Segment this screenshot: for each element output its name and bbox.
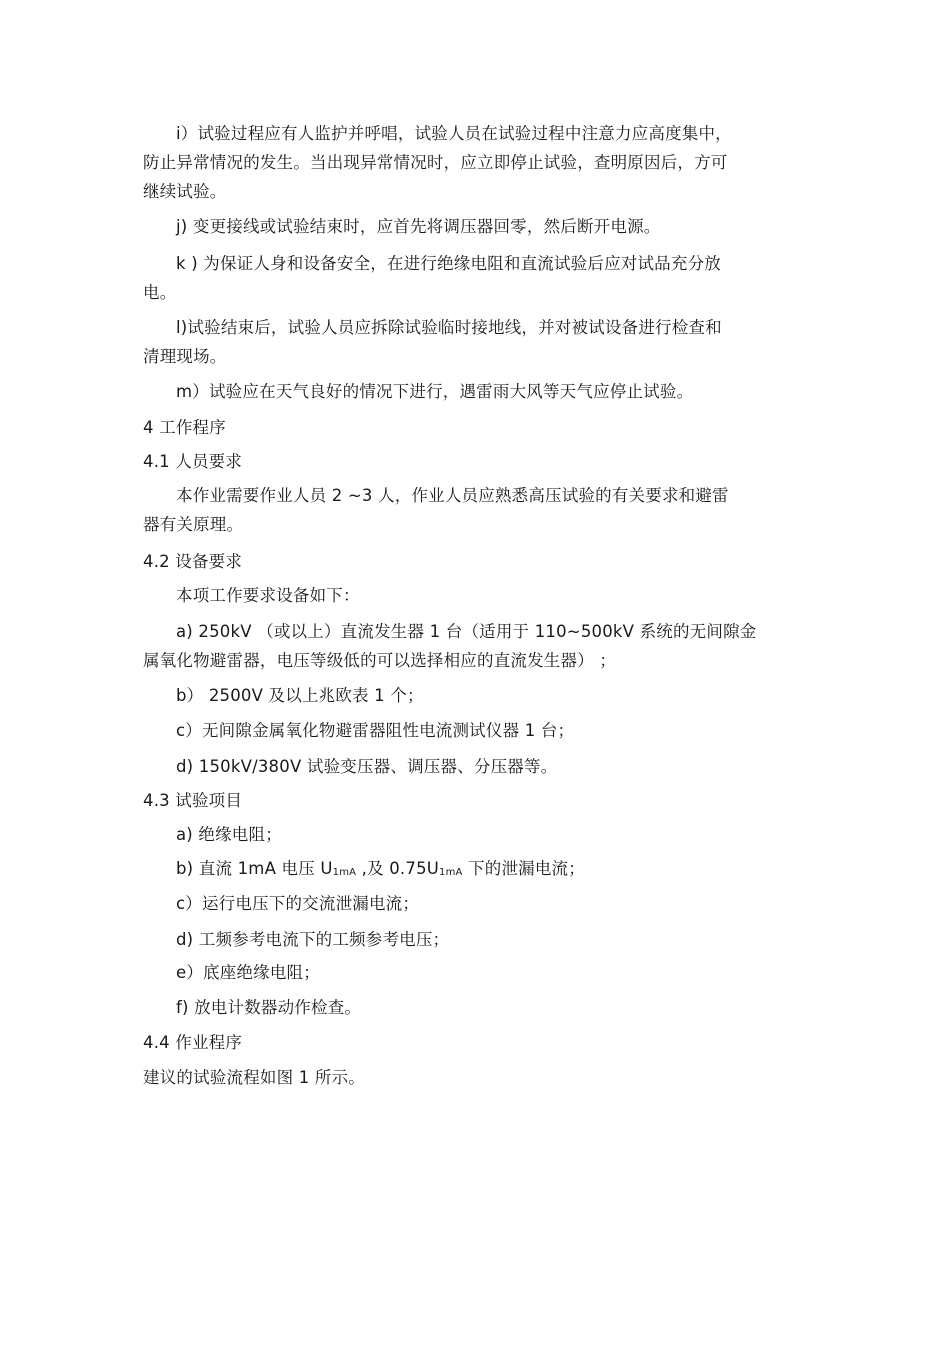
equipment-d: d) 150kV/380V 试验变压器、调压器、分压器等。	[176, 757, 558, 776]
rule-k-line-1: k ) 为保证人身和设备安全，在进行绝缘电阻和直流试验后应对试品充分放	[176, 254, 721, 273]
test-item-e: e）底座绝缘电阻；	[176, 963, 320, 982]
rule-i-line-1: i）试验过程应有人监护并呼唱，试验人员在试验过程中注意力应高度集中，	[176, 124, 732, 143]
test-item-b	[176, 859, 585, 882]
rule-j: j) 变更接线或试验结束时，应首先将调压器回零，然后断开电源。	[176, 217, 661, 236]
rule-i-line-2: 防止异常情况的发生。当出现异常情况时，应立即停止试验，查明原因后，方可	[143, 153, 728, 172]
test-item-a: a) 绝缘电阻；	[176, 825, 282, 844]
rule-i-line-3: 继续试验。	[143, 182, 227, 201]
rule-l-line-1: l)试验结束后，试验人员应拆除试验临时接地线，并对被试设备进行检查和	[176, 318, 722, 337]
equipment-intro: 本项工作要求设备如下：	[176, 586, 360, 605]
test-item-b-prefix: b) 直流 1mA 电压 U	[176, 859, 333, 878]
personnel-line-1: 本作业需要作业人员 2 ~3 人，作业人员应熟悉高压试验的有关要求和避雷	[176, 486, 729, 505]
test-item-f: f) 放电计数器动作检查。	[176, 998, 362, 1017]
equipment-a-line-2: 属氧化物避雷器，电压等级低的可以选择相应的直流发生器） ；	[143, 651, 617, 670]
section-4-2-heading: 4.2 设备要求	[143, 552, 243, 571]
test-item-b-suffix: 下的泄漏电流；	[462, 859, 585, 878]
personnel-line-2: 器有关原理。	[143, 515, 244, 534]
equipment-a-line-1: a) 250kV （或以上）直流发生器 1 台（适用于 110~500kV 系统的无间隙金	[176, 622, 757, 641]
section-4-1-heading: 4.1 人员要求	[143, 452, 243, 471]
rule-m: m）试验应在天气良好的情况下进行，遇雷雨大风等天气应停止试验。	[176, 382, 694, 401]
test-item-b-subscript-2: 1mA	[439, 867, 463, 878]
test-item-d: d) 工频参考电流下的工频参考电压；	[176, 930, 450, 949]
section-4-3-heading: 4.3 试验项目	[143, 791, 243, 810]
equipment-c: c）无间隙金属氧化物避雷器阻性电流测试仪器 1 台；	[176, 721, 575, 740]
test-item-c: c）运行电压下的交流泄漏电流；	[176, 894, 420, 913]
procedure-intro: 建议的试验流程如图 1 所示。	[143, 1068, 365, 1087]
test-item-b-subscript-1: 1mA	[332, 867, 357, 878]
rule-l-line-2: 清理现场。	[143, 347, 227, 366]
rule-k-line-2: 电。	[143, 283, 177, 302]
test-item-b-mid: ,及 0.75U	[356, 859, 440, 878]
equipment-b: b） 2500V 及以上兆欧表 1 个；	[176, 686, 424, 705]
section-4-heading: 4 工作程序	[143, 418, 226, 437]
section-4-4-heading: 4.4 作业程序	[143, 1033, 243, 1052]
